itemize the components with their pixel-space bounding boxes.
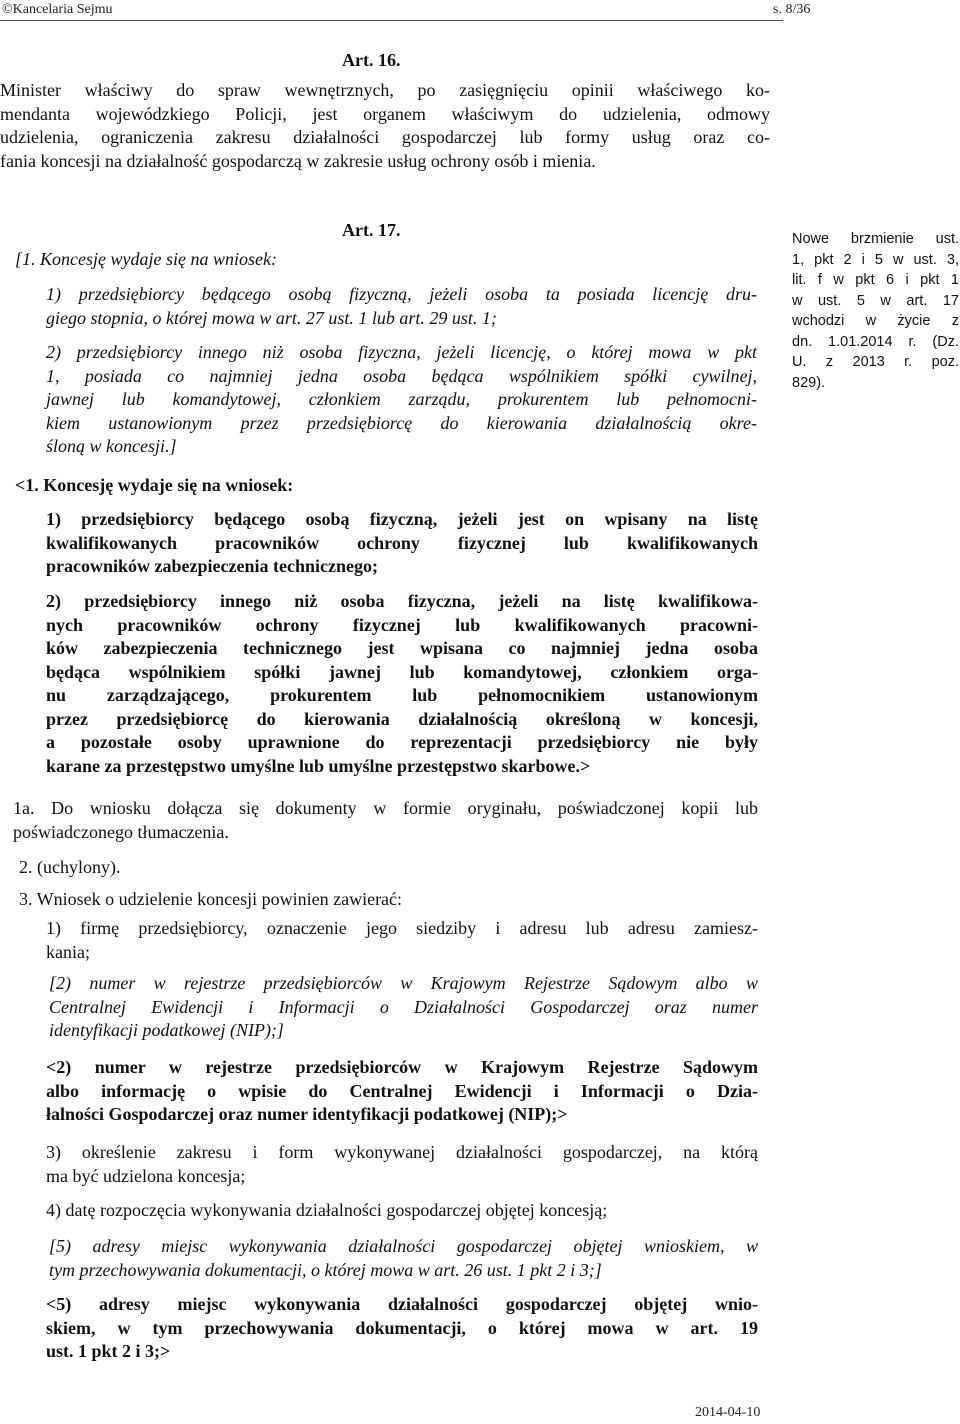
text-line: nu zarządzającego, prokurentem lub pełnomocnikiem ustanowionym [46,685,758,705]
paragraph-3-point-5-new [46,1293,758,1364]
footer-date: 2014-04-10 [695,1405,761,1420]
text-line: mendanta wojewódzkiego Policji, jest organem właściwym do udzielenia, odmowy [0,103,770,124]
article-17-title: Art. 17. [342,220,401,240]
text-line: 2) przedsiębiorcy innego niż osoba fizyczna, jeżeli na listę kwalifikowa- [46,591,758,611]
paragraph-3-point-5-old [49,1235,758,1282]
text-line: giego stopnia, o której mowa w art. 27 ust. 1 lub art. 29 ust. 1; [46,307,497,328]
text-line: ma być udzielona koncesja; [46,1165,246,1186]
text-line: tym przechowywania dokumentacji, o której mowa w art. 26 ust. 1 pkt 2 i 3;] [49,1259,602,1280]
text-line: 2) przedsiębiorcy innego niż osoba fizyczna, jeżeli licencję, o której mowa w pkt [46,342,757,362]
paragraph-3-point-2-old [49,972,758,1043]
paragraph-3-point-3 [46,1141,758,1188]
article-16-title: Art. 16. [342,50,401,70]
old-point-1 [46,283,757,330]
text-line: <2) numer w rejestrze przedsiębiorców w Krajowym Rejestrze Sądowym [46,1057,758,1077]
paragraph-3-point-1 [46,917,758,964]
new-paragraph-1-intro: <1. Koncesję wydaje się na wniosek: [15,475,294,495]
new-point-2 [46,590,758,778]
header-divider [0,20,783,21]
text-line: a pozostałe osoby uprawnione do reprezentacji przedsiębiorcy nie były [46,732,758,752]
text-line: ust. 1 pkt 2 i 3;> [46,1341,171,1361]
text-line: Nowe brzmienie ust. [792,231,959,247]
text-line: 1) przedsiębiorcy będącego osobą fizyczną, jeżeli osoba ta posiada licencję dru- [46,284,757,304]
paragraph-3-point-2-new [46,1056,758,1127]
text-line: przez przedsiębiorcę do kierowania działalnością określoną w koncesji, [46,708,758,729]
text-line: <5) adresy miejsc wykonywania działalności gospodarczej objętej wnio- [46,1294,758,1314]
text-line: ków zabezpieczenia technicznego jest wpisana co najmniej jedna osoba [46,638,758,658]
text-line: 829). [792,374,826,391]
header-source: ©Kancelaria Sejmu [2,2,113,17]
text-line: nych pracowników ochrony fizycznej lub kwalifikowanych pracowni- [46,614,758,635]
text-line: Minister właściwy do spraw wewnętrznych, po zasięgnięciu opinii właściwego ko- [0,80,770,100]
text-line: 1a. Do wniosku dołącza się dokumenty w formie oryginału, poświadczonej kopii lub [13,798,758,818]
new-point-1 [46,508,758,579]
text-line: 1, pkt 2 i 5 w ust. 3, [792,251,959,268]
header-page-number: s. 8/36 [773,2,811,17]
text-line: [5) adresy miejsc wykonywania działalności gospodarczej objętej wnioskiem, w [49,1236,758,1256]
text-line: łalności Gospodarczej oraz numer identyfikacji podatkowej (NIP);> [46,1104,568,1124]
text-line: U. z 2013 r. poz. [792,354,959,370]
text-line: śloną w koncesji.] [46,436,177,456]
text-line: dn. 1.01.2014 r. (Dz. [792,333,959,350]
side-note-effective-date [792,229,959,393]
text-line: kwalifikowanych pracowników ochrony fizycznej lub kwalifikowanych [46,532,758,553]
text-line: 1) przedsiębiorcy będącego osobą fizyczną, jeżeli jest on wpisany na listę [46,509,758,529]
text-line: pracowników zabezpieczenia technicznego; [46,556,378,576]
old-paragraph-1-intro: [1. Koncesję wydaje się na wniosek: [15,249,277,269]
text-line: Centralnej Ewidencji i Informacji o Działalności Gospodarczej oraz numer [49,996,758,1017]
text-line: karane za przestępstwo umyślne lub umyślne przestępstwo skarbowe.> [46,755,591,776]
text-line: skiem, w tym przechowywania dokumentacji, o której mowa w art. 19 [46,1317,758,1338]
text-line: udzielenia, ograniczenia zakresu działalności gospodarczej lub formy usług oraz co- [0,127,770,147]
text-line: identyfikacji podatkowej (NIP);] [49,1020,284,1040]
text-line: lit. f w pkt 6 i pkt 1 [792,272,959,288]
text-line: albo informację o wpisie do Centralnej Ewidencji i Informacji o Dzia- [46,1080,758,1101]
old-point-2 [46,341,757,459]
paragraph-3-point-4: 4) datę rozpoczęcia wykonywania działalności gospodarczej objętej koncesją; [46,1200,608,1220]
article-16-text [0,79,770,173]
text-line: 3) określenie zakresu i form wykonywanej działalności gospodarczej, na którą [46,1142,758,1162]
paragraph-1a [13,797,758,844]
paragraph-3-intro: 3. Wniosek o udzielenie koncesji powinien zawierać: [19,889,403,909]
text-line: 1, posiada co najmniej jedna osoba będąca wspólnikiem spółki cywilnej, [46,365,757,386]
text-line: w ust. 5 w art. 17 [792,292,959,309]
text-line: będąca wspólnikiem spółki jawnej lub komandytowej, członkiem orga- [46,661,758,682]
text-line: kiem ustanowionym przez przedsiębiorcę do kierowania działalnością okre- [46,412,757,433]
text-line: kania; [46,941,90,962]
paragraph-2: 2. (uchylony). [19,857,121,877]
text-line: jawnej lub komandytowej, członkiem zarządu, prokurentem lub pełnomocni- [46,389,757,409]
text-line: 1) firmę przedsiębiorcy, oznaczenie jego siedziby i adresu lub adresu zamiesz- [46,918,758,938]
text-line: wchodzi w życie z [792,313,959,329]
text-line: [2) numer w rejestrze przedsiębiorców w Krajowym Rejestrze Sądowym albo w [49,973,758,993]
text-line: fania koncesji na działalność gospodarczą w zakresie usług ochrony osób i mienia. [0,150,596,171]
text-line: poświadczonego tłumaczenia. [13,821,229,842]
